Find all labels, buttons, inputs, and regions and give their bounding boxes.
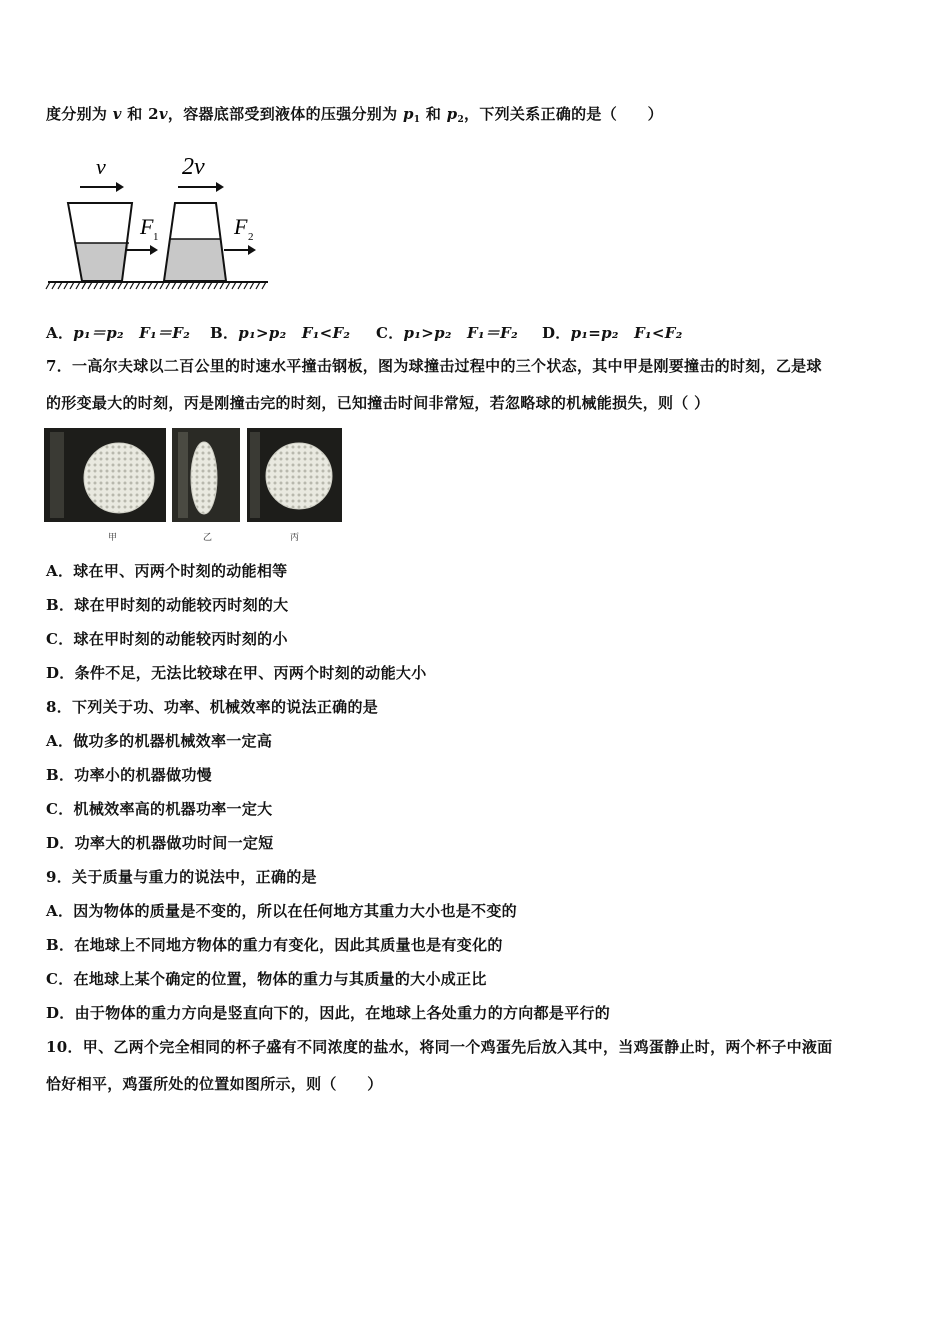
q7-stem-line2: 的形变最大的时刻，丙是刚撞击完的时刻，已知撞击时间非常短，若忽略球的机械能损失，则（ ） xyxy=(46,394,710,412)
q10-stem-line2: 恰好相平，鸡蛋所处的位置如图所示，则（ ） xyxy=(46,1075,383,1093)
q9-option-d: D．由于物体的重力方向是竖直向下的，因此，在地球上各处重力的方向都是平行的 xyxy=(46,1004,611,1022)
q8-option-d: D．功率大的机器做功时间一定短 xyxy=(46,834,274,852)
label-v: v xyxy=(96,154,106,179)
photo-bing xyxy=(247,428,342,522)
q6-option-c: C．p₁>p₂ F₁＝F₂ xyxy=(376,324,518,342)
q9-option-a: A．因为物体的质量是不变的，所以在任何地方其重力大小也是不变的 xyxy=(46,902,517,920)
q9-stem: 9．关于质量与重力的说法中，正确的是 xyxy=(46,868,317,886)
q7-option-d: D．条件不足，无法比较球在甲、丙两个时刻的动能大小 xyxy=(46,664,427,682)
q8-option-a: A．做功多的机器机械效率一定高 xyxy=(46,732,273,750)
q9-option-c: C．在地球上某个确定的位置，物体的重力与其质量的大小成正比 xyxy=(46,970,487,988)
caption-yi: 乙 xyxy=(203,533,213,543)
svg-text:1: 1 xyxy=(153,231,159,243)
q6-option-a: A．p₁＝p₂ F₁＝F₂ xyxy=(46,324,191,342)
label-2v: 2v xyxy=(182,154,205,180)
container-1-liquid xyxy=(75,243,129,281)
q7-option-a: A．球在甲、丙两个时刻的动能相等 xyxy=(46,562,288,580)
q9-option-b: B．在地球上不同地方物体的重力有变化，因此其质量也是有变化的 xyxy=(46,936,503,954)
svg-text:2: 2 xyxy=(248,231,254,243)
svg-text:F: F xyxy=(234,214,248,239)
q10-stem-line1: 10．甲、乙两个完全相同的杯子盛有不同浓度的盐水，将同一个鸡蛋先后放入其中，当鸡蛋静止时，两个杯子中液面 xyxy=(46,1038,833,1056)
q7-option-c: C．球在甲时刻的动能较丙时刻的小 xyxy=(46,630,288,648)
q6-option-b: B．p₁>p₂ F₁<F₂ xyxy=(210,324,351,342)
q6-stem-tail: 度分别为 v 和 2v，容器底部受到液体的压强分别为 $p_1$ 和 $p_2$，下列关系正确的是（ ） xyxy=(46,105,663,125)
q8-option-c: C．机械效率高的机器功率一定大 xyxy=(46,800,273,818)
golf-ball-photos xyxy=(44,426,344,526)
svg-text:F: F xyxy=(140,214,154,239)
containers-figure xyxy=(44,148,276,298)
photo-yi xyxy=(172,428,240,522)
photo-jia xyxy=(44,428,166,522)
q6-option-d: D．p₁=p₂ F₁<F₂ xyxy=(542,324,683,342)
q6-options xyxy=(46,322,683,343)
caption-bing: 丙 xyxy=(290,533,300,543)
q8-option-b: B．功率小的机器做功慢 xyxy=(46,766,212,784)
q7-stem-line1: 7．一高尔夫球以二百公里的时速水平撞击钢板，图为球撞击过程中的三个状态，其中甲是刚要撞击的时刻，乙是球 xyxy=(46,357,822,375)
caption-jia: 甲 xyxy=(108,533,118,543)
q7-option-b: B．球在甲时刻的动能较丙时刻的大 xyxy=(46,596,289,614)
q8-stem: 8．下列关于功、功率、机械效率的说法正确的是 xyxy=(46,698,379,716)
container-2-liquid xyxy=(164,239,226,281)
